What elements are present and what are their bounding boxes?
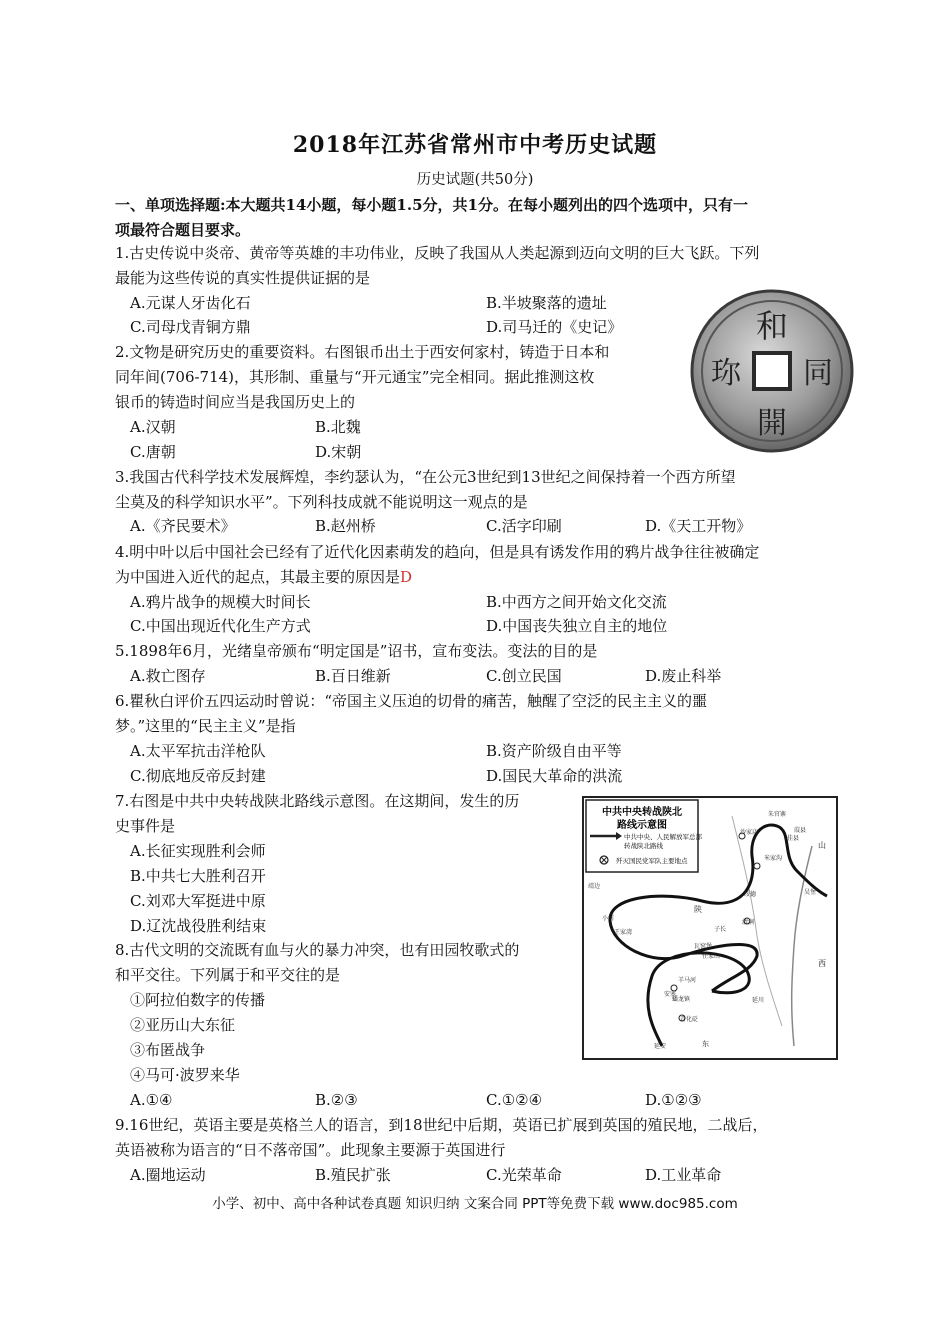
question-4-option-a: A.鸦片战争的规模大时间长 xyxy=(130,593,311,611)
question-9-option-d: D.工业革命 xyxy=(645,1166,722,1184)
silver-coin-image xyxy=(688,287,856,455)
question-9-text: 9.16世纪，英语主要是英格兰人的语言，到18世纪中后期，英语已扩展到英国的殖民地，二战后， xyxy=(115,1116,768,1134)
question-5-text: 5.1898年6月，光绪皇帝颁布“明定国是”诏书，宣布变法。变法的目的是 xyxy=(115,642,598,660)
question-1-text: 最能为这些传说的真实性提供证据的是 xyxy=(115,269,371,287)
map-label: 沙家店 xyxy=(740,829,759,836)
question-9-option-b: B.殖民扩张 xyxy=(315,1166,391,1184)
question-4-answer-mark: D xyxy=(400,568,413,586)
question-2-option-d: D.宋朝 xyxy=(315,443,362,461)
page-subtitle: 历史试题(共50分) xyxy=(416,172,534,188)
map-title: 中共中央转战陕北 xyxy=(602,807,682,818)
map-label: 东 xyxy=(702,1040,709,1048)
coin-char-top: 和 xyxy=(755,307,789,345)
map-label: 葭县 xyxy=(794,827,807,834)
map-label: 王家湾 xyxy=(614,929,633,936)
question-2-option-c: C.唐朝 xyxy=(130,443,176,461)
question-7-option-c: C.刘邓大军挺进中原 xyxy=(130,892,266,910)
legend-route-label: 中共中央、人民解放军总部 xyxy=(624,833,702,841)
page-title: 2018年江苏省常州市中考历史试题 xyxy=(292,132,658,158)
map-label: 任家山 xyxy=(702,953,721,960)
question-1-option-c: C.司母戊青铜方鼎 xyxy=(130,318,251,336)
question-2-text: 银币的铸造时间应当是我国历史上的 xyxy=(115,393,356,411)
map-title: 路线示意图 xyxy=(617,820,667,831)
question-5-option-a: A.救亡图存 xyxy=(130,667,206,685)
map-label: 靖边 xyxy=(588,883,601,890)
map-label: 绥德 xyxy=(744,891,757,898)
question-7-text: 7.右图是中共中央转战陕北路线示意图。在这期间，发生的历 xyxy=(115,792,520,810)
map-label: 安塞 xyxy=(664,991,677,998)
question-1-option-d: D.司马迁的《史记》 xyxy=(486,318,623,336)
question-7-text: 史事件是 xyxy=(115,817,176,835)
question-2-text: 2.文物是研究历史的重要资料。右图银币出土于西安何家村，铸造于日本和 xyxy=(115,343,610,361)
question-2-text: 同年间(706-714)，其形制、重量与“开元通宝”完全相同。据此推测这枚 xyxy=(115,368,595,386)
question-6-text: 6.瞿秋白评价五四运动时曾说：“帝国主义压迫的切骨的痛苦，触醒了空泛的民主主义的噩 xyxy=(115,692,707,710)
question-2-option-a: A.汉朝 xyxy=(130,418,176,436)
page-footer: 小学、初中、高中各种试卷真题 知识归纳 文案合同 PPT等免费下载 www.doc985.com xyxy=(212,1196,738,1212)
question-8-option-c: C.①②④ xyxy=(486,1091,543,1109)
question-8-item: ③布匿战争 xyxy=(130,1041,206,1059)
question-5-option-c: C.创立民国 xyxy=(486,667,562,685)
map-label: 山 xyxy=(818,841,826,850)
question-2-option-b: B.北魏 xyxy=(315,418,361,436)
coin-char-right: 同 xyxy=(803,356,833,391)
legend-route-label: 转战陕北路线 xyxy=(624,842,663,850)
question-4-option-d: D.中国丧失独立自主的地位 xyxy=(486,617,668,635)
question-1-option-b: B.半坡聚落的遗址 xyxy=(486,294,607,312)
map-label: 子长 xyxy=(714,926,727,933)
question-8-option-d: D.①②③ xyxy=(645,1091,702,1109)
question-7-option-b: B.中共七大胜利召开 xyxy=(130,867,266,885)
question-8-item: ①阿拉伯数字的传播 xyxy=(130,991,266,1009)
question-4-option-c: C.中国出现近代化生产方式 xyxy=(130,617,311,635)
question-9-option-c: C.光荣革命 xyxy=(486,1166,562,1184)
section-header-line: 项最符合题目要求。 xyxy=(115,221,251,239)
question-6-option-a: A.太平军抗击洋枪队 xyxy=(130,742,266,760)
question-5-option-d: D.废止科举 xyxy=(645,667,722,685)
map-label: 延安 xyxy=(654,1043,667,1050)
question-3-option-d: D.《天工开物》 xyxy=(645,517,752,535)
question-6-option-b: B.资产阶级自由平等 xyxy=(486,742,622,760)
question-8-text: 和平交往。下列属于和平交往的是 xyxy=(115,966,341,984)
question-6-option-d: D.国民大革命的洪流 xyxy=(486,767,623,785)
question-8-option-a: A.①④ xyxy=(130,1091,173,1109)
map-label: 吴堡 xyxy=(804,889,817,896)
legend-site-label: 歼灭国民党军队主要地点 xyxy=(616,857,688,865)
question-1-text: 1.古史传说中炎帝、黄帝等英雄的丰功伟业，反映了我国从人类起源到迈向文明的巨大飞跃。下列 xyxy=(115,244,760,262)
map-label: 羊马河 xyxy=(678,977,697,984)
question-9-text: 英语被称为语言的“日不落帝国”。此现象主要源于英国进行 xyxy=(115,1141,506,1159)
coin-char-bottom: 開 xyxy=(757,406,787,441)
question-1-option-a: A.元谋人牙齿化石 xyxy=(130,294,251,312)
coin-char-left: 珎 xyxy=(711,356,741,391)
question-8-item: ④马可·波罗来华 xyxy=(130,1066,240,1084)
section-header xyxy=(115,193,855,243)
question-6-text: 梦。”这里的“民主主义”是指 xyxy=(115,717,296,735)
question-3-option-b: B.赵州桥 xyxy=(315,517,376,535)
section-header-line: 一、单项选择题:本大题共14小题，每小题1.5分，共1分。在每小题列出的四个选项中，只有一 xyxy=(115,196,748,214)
question-4-option-b: B.中西方之间开始文化交流 xyxy=(486,593,667,611)
question-6-option-c: C.彻底地反帝反封建 xyxy=(130,767,266,785)
question-7-option-d: D.辽沈战役胜利结束 xyxy=(130,917,267,935)
question-8-option-b: B.②③ xyxy=(315,1091,358,1109)
map-label: 西 xyxy=(818,959,826,968)
map-label: 瓦窑堡 xyxy=(694,943,713,950)
question-3-text: 3.我国古代科学技术发展辉煌，李约瑟认为，“在公元3世纪到13世纪之间保持着一个西方所望 xyxy=(115,468,736,486)
map-label: 陕 xyxy=(694,905,702,914)
question-9-option-a: A.圈地运动 xyxy=(130,1166,206,1184)
map-label: 清涧 xyxy=(742,919,755,926)
question-4-text-line xyxy=(115,565,412,589)
map-label: 朱官寨 xyxy=(768,811,787,818)
question-7-option-a: A.长征实现胜利会师 xyxy=(130,842,266,860)
question-3-option-c: C.活字印刷 xyxy=(486,517,562,535)
question-8-text: 8.古代文明的交流既有血与火的暴力冲突，也有田园牧歌式的 xyxy=(115,941,520,959)
question-8-item: ②亚历山大东征 xyxy=(130,1016,236,1034)
map-label: 米家沟 xyxy=(764,855,783,862)
map-label: 延川 xyxy=(752,997,765,1004)
question-4-text: 为中国进入近代的起点，其最主要的原因是 xyxy=(115,568,401,586)
map-label: 蟠龙镇 xyxy=(672,996,691,1003)
shaanbei-route-map xyxy=(582,796,838,1060)
map-label: 小河 xyxy=(602,915,615,922)
question-5-option-b: B.百日维新 xyxy=(315,667,391,685)
question-4-text: 4.明中叶以后中国社会已经有了近代化因素萌发的趋向，但是具有诱发作用的鸦片战争往往被确定 xyxy=(115,543,760,561)
map-label: 佳县 xyxy=(787,835,800,842)
question-3-option-a: A.《齐民要术》 xyxy=(130,517,236,535)
question-3-text: 尘莫及的科学知识水平”。下列科技成就不能说明这一观点的是 xyxy=(115,493,528,511)
map-label: 青化砭 xyxy=(680,1016,699,1023)
